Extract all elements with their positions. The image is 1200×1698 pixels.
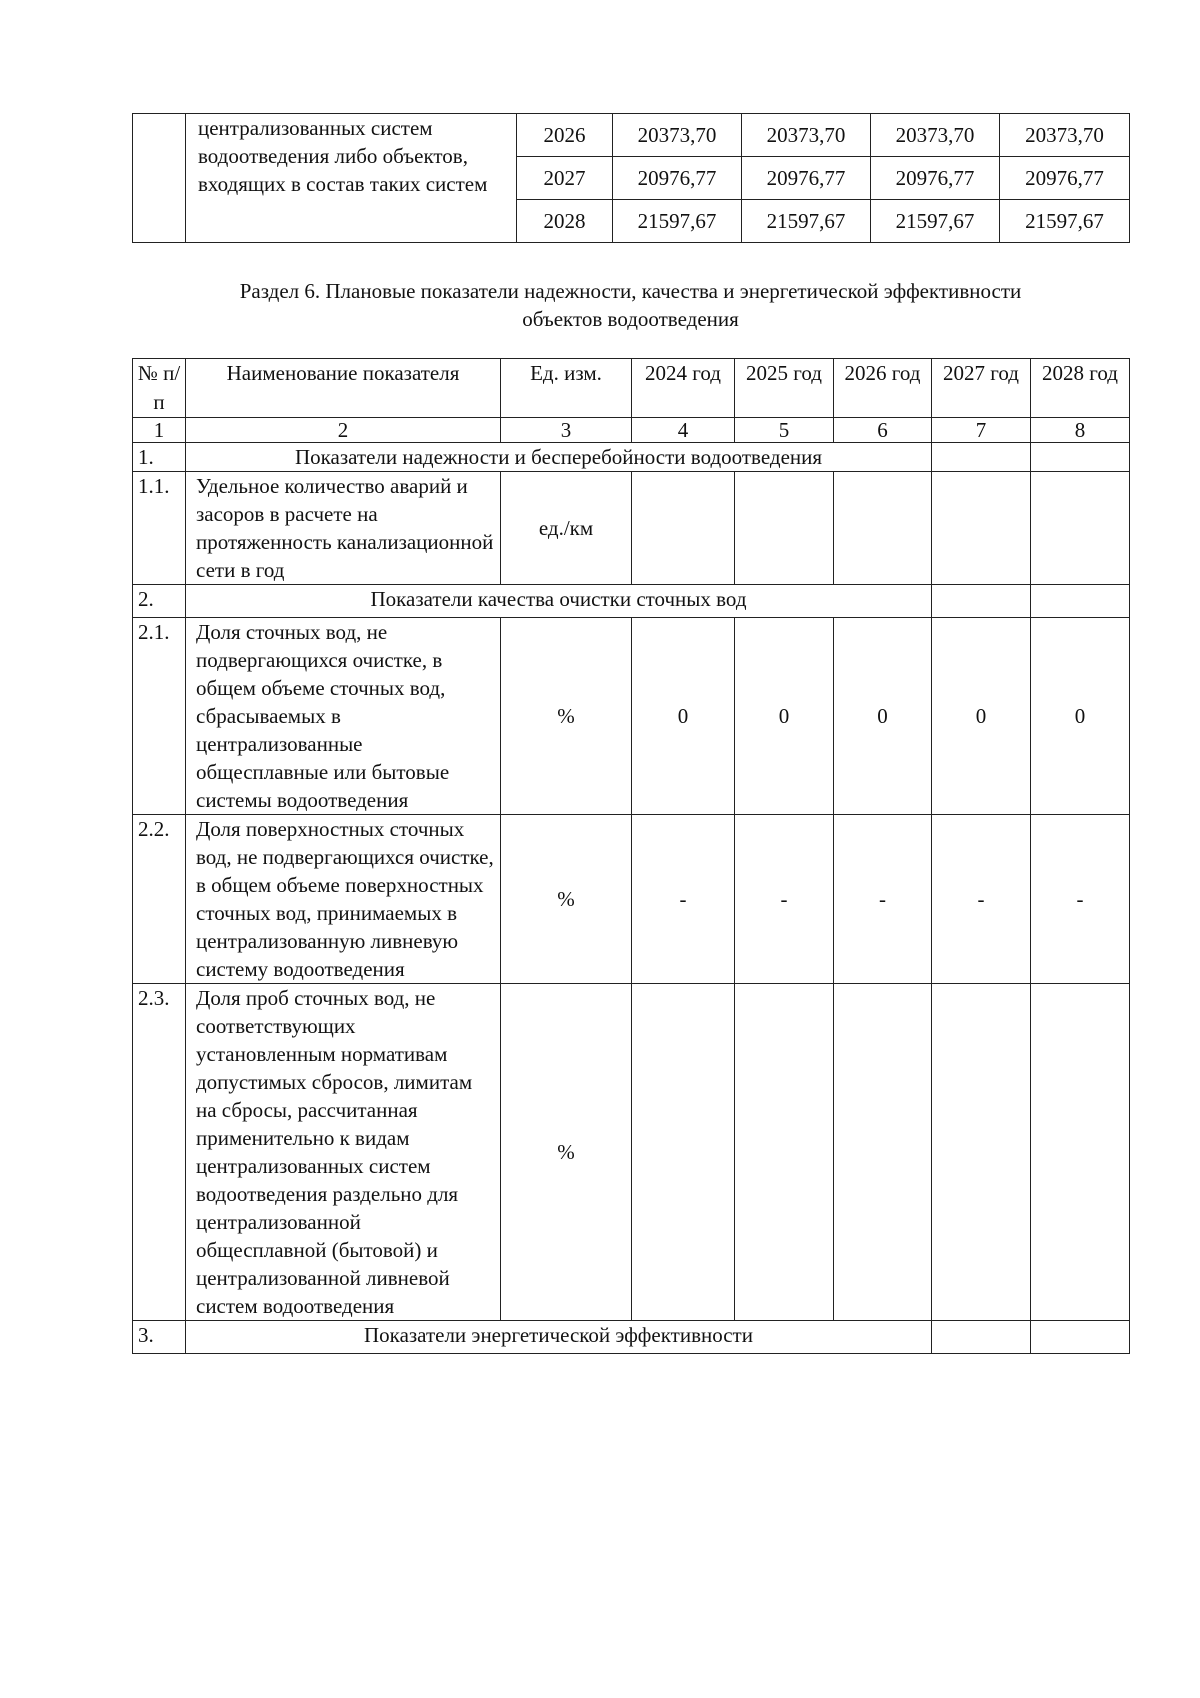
row-number: 2.2. [133,815,186,984]
value-cell [735,984,834,1321]
column-index: 8 [1031,418,1130,443]
group-title: Показатели энергетической эффективности [186,1321,932,1354]
empty-cell [932,585,1031,618]
group-header-row [133,443,1130,472]
column-index: 3 [501,418,632,443]
value-cell [834,984,932,1321]
value-cell: - [932,815,1031,984]
column-index-row [133,418,1130,443]
section-title-line-2: объектов водоотведения [522,307,739,331]
header-year-2025: 2025 год [735,359,834,418]
section-title-line-1: Раздел 6. Плановые показатели надежности, качества и энергетической эффективности [239,279,1022,303]
value-cell: - [834,815,932,984]
value-cell [632,984,735,1321]
group-header-row [133,585,1130,618]
group-number: 2. [133,585,186,618]
column-index: 5 [735,418,834,443]
value-cell: 21597,67 [1000,200,1130,243]
group-number: 3. [133,1321,186,1354]
value-cell: - [1031,815,1130,984]
row-number: 2.3. [133,984,186,1321]
column-index: 4 [632,418,735,443]
value-cell [1031,984,1130,1321]
table-row [133,472,1130,585]
value-cell: 0 [834,618,932,815]
value-cell [932,984,1031,1321]
empty-cell [1031,443,1130,472]
value-cell: 20976,77 [742,157,871,200]
column-index: 6 [834,418,932,443]
row-number: 2.1. [133,618,186,815]
year-cell: 2027 [517,157,613,200]
group-number: 1. [133,443,186,472]
year-cell: 2028 [517,200,613,243]
indicator-name: Доля сточных вод, не подвергающихся очистке, в общем объеме сточных вод, сбрасываемых в централизованные общесплавные или бытовые системы водоотведения [186,618,501,815]
section-heading [132,277,1129,333]
table-row [133,618,1130,815]
group-header-row [133,1321,1130,1354]
table-row [133,984,1130,1321]
unit-cell: % [501,984,632,1321]
value-cell: 20373,70 [613,114,742,157]
unit-cell: % [501,815,632,984]
value-cell: 20976,77 [871,157,1000,200]
top-continuation-table [132,113,1130,243]
row-number: 1.1. [133,472,186,585]
empty-cell [932,1321,1031,1354]
value-cell: 20976,77 [1000,157,1130,200]
value-cell: 0 [735,618,834,815]
value-cell: 21597,67 [871,200,1000,243]
indicator-name: Доля поверхностных сточных вод, не подвергающихся очистке, в общем объеме поверхностных сточных вод, принимаемых в централизованную ливневую систему водоотведения [186,815,501,984]
value-cell [834,472,932,585]
header-year-2027: 2027 год [932,359,1031,418]
value-cell: - [632,815,735,984]
header-year-2024: 2024 год [632,359,735,418]
value-cell: 21597,67 [742,200,871,243]
empty-cell [1031,585,1130,618]
value-cell: 0 [632,618,735,815]
unit-cell: ед./км [501,472,632,585]
value-cell: 20373,70 [1000,114,1130,157]
group-title: Показатели качества очистки сточных вод [186,585,932,618]
header-row [133,359,1130,418]
value-cell: 0 [932,618,1031,815]
value-cell: 20976,77 [613,157,742,200]
value-cell [1031,472,1130,585]
value-cell: 0 [1031,618,1130,815]
column-index: 2 [186,418,501,443]
indicator-description: централизованных систем водоотведения либо объектов, входящих в состав таких систем [186,114,517,243]
column-index: 1 [133,418,186,443]
empty-cell [932,443,1031,472]
empty-number-cell [133,114,186,243]
value-cell [932,472,1031,585]
table-row [133,815,1130,984]
header-name: Наименование показателя [186,359,501,418]
unit-cell: % [501,618,632,815]
year-cell: 2026 [517,114,613,157]
empty-cell [1031,1321,1130,1354]
value-cell: 20373,70 [871,114,1000,157]
header-year-2026: 2026 год [834,359,932,418]
value-cell: 21597,67 [613,200,742,243]
value-cell [735,472,834,585]
header-number: № п/п [133,359,186,418]
indicators-table [132,358,1130,1354]
value-cell [632,472,735,585]
header-unit: Ед. изм. [501,359,632,418]
indicator-name: Доля проб сточных вод, не соответствующих установленным нормативам допустимых сбросов, лимитам на сбросы, рассчитанная применительно к видам централизованных систем водоотведения раздельно для централизованной общесплавной (бытовой) и централизованной ливневой систем водоотведения [186,984,501,1321]
column-index: 7 [932,418,1031,443]
table-row [133,114,1130,157]
indicator-name: Удельное количество аварий и засоров в расчете на протяженность канализационной сети в год [186,472,501,585]
group-title: Показатели надежности и бесперебойности водоотведения [186,443,932,472]
value-cell: 20373,70 [742,114,871,157]
header-year-2028: 2028 год [1031,359,1130,418]
value-cell: - [735,815,834,984]
